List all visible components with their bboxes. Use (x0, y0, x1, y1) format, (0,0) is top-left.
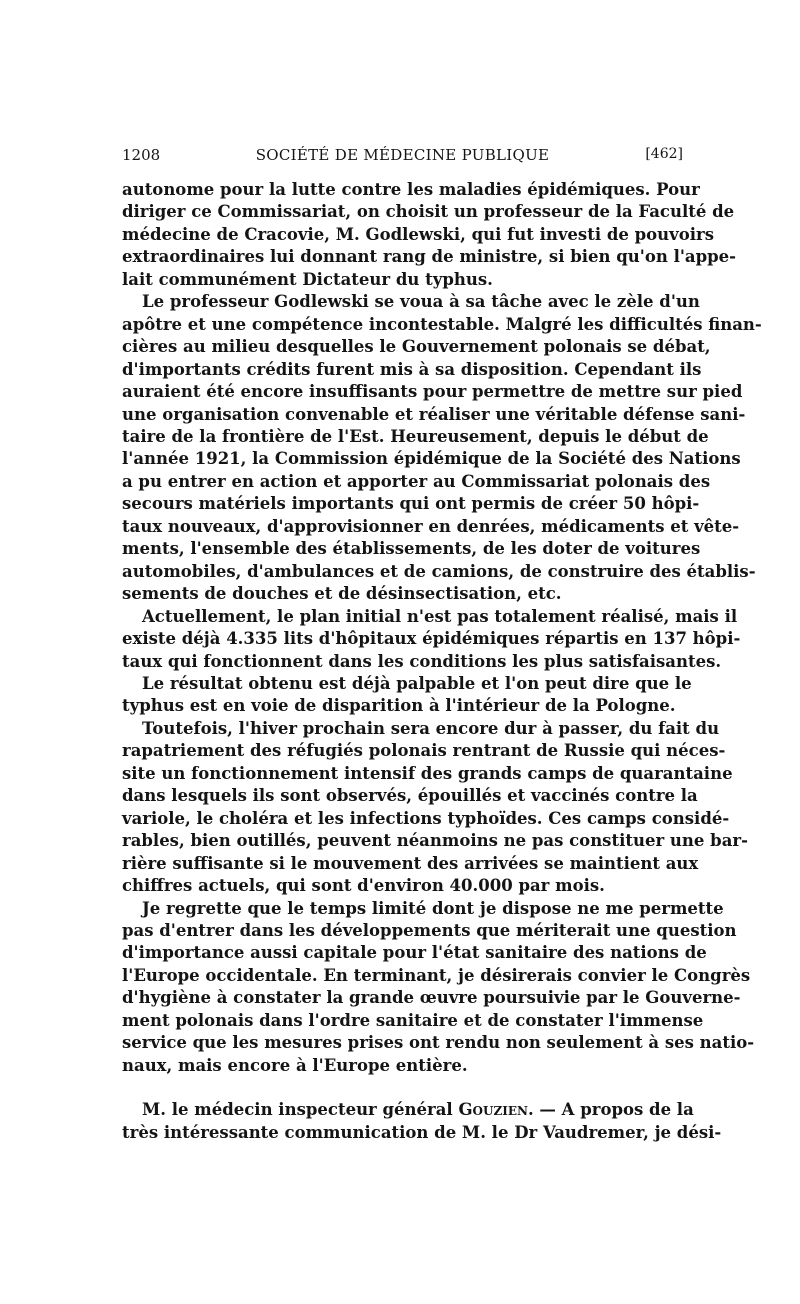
text-line: taire de la frontière de l'Est. Heureusement, depuis le début de (122, 426, 709, 446)
text-line: l'année 1921, la Commission épidémique de la Société des Nations (122, 449, 741, 469)
text-line: d'hygiène à constater la grande œuvre poursuivie par le Gouverne- (122, 988, 741, 1008)
text-line: site un fonctionnement intensif des grands camps de quarantaine (122, 763, 733, 783)
text-line: variole, le choléra et les infections typhoïdes. Ces camps considé- (122, 808, 730, 828)
text-line: autonome pour la lutte contre les maladies épidémiques. Pour (122, 180, 700, 199)
text-line: une organisation convenable et réaliser une véritable défense sani- (122, 404, 746, 424)
text-line: auraient été encore insuffisants pour permettre de mettre sur pied (122, 382, 743, 402)
paragraph-gap (122, 1077, 683, 1099)
text-line: Actuellement, le plan initial n'est pas totalement réalisé, mais il (142, 606, 738, 626)
text-line: ments, l'ensemble des établissements, de les doter de voitures (122, 539, 701, 559)
text-line: cières au milieu desquelles le Gouvernement polonais se débat, (122, 337, 711, 357)
text-line: ment polonais dans l'ordre sanitaire et de constater l'immense (122, 1010, 704, 1030)
text-line: pas d'entrer dans les développements que mériterait une question (122, 920, 737, 940)
text-line: l'Europe occidentale. En terminant, je désirerais convier le Congrès (122, 965, 751, 985)
text-line: rière suffisante si le mouvement des arrivées se maintient aux (122, 853, 699, 873)
text-line: typhus est en voie de disparition à l'intérieur de la Pologne. (122, 696, 676, 716)
text-line: sements de douches et de désinsectisation, etc. (122, 584, 562, 604)
text-line: naux, mais encore à l'Europe entière. (122, 1055, 468, 1075)
speaker-intro: M. le médecin inspecteur général (142, 1100, 459, 1120)
text-line: service que les mesures prises ont rendu non seulement à ses natio- (122, 1033, 755, 1053)
running-title: SOCIÉTÉ DE MÉDECINE PUBLIQUE (255, 146, 550, 164)
text-line: chiffres actuels, qui sont d'environ 40.000 par mois. (122, 876, 605, 896)
text-line: extraordinaires lui donnant rang de ministre, si bien qu'on l'appe- (122, 247, 737, 267)
text-line: automobiles, d'ambulances et de camions, de construire des établis- (122, 561, 756, 581)
text-line: médecine de Cracovie, M. Godlewski, qui fut investi de pouvoirs (122, 224, 715, 244)
text-line: apôtre et une compétence incontestable. Malgré les difficultés finan- (122, 314, 762, 334)
text-line: Toutefois, l'hiver prochain sera encore dur à passer, du fait du (142, 718, 720, 738)
text-line: d'importance aussi capitale pour l'état sanitaire des nations de (122, 943, 707, 963)
speaker-continuation: . — A propos de la (527, 1100, 694, 1120)
text-line: a pu entrer en action et apporter au Commissariat polonais des (122, 471, 711, 491)
text-line: taux nouveaux, d'approvisionner en denrées, médicaments et vête- (122, 516, 740, 536)
text-line: existe déjà 4.335 lits d'hôpitaux épidémiques répartis en 137 hôpi- (122, 629, 741, 649)
speaker-name: Gouzien (458, 1100, 528, 1120)
page-number: 1208 (122, 146, 161, 164)
text-line: dans lesquels ils sont observés, épouillés et vaccinés contre la (122, 786, 698, 806)
speaker-line (122, 1099, 694, 1121)
text-line: lait communément Dictateur du typhus. (122, 269, 493, 289)
text-line: diriger ce Commissariat, on choisit un professeur de la Faculté de (122, 202, 735, 222)
body-text (122, 179, 762, 1144)
text-line: d'importants crédits furent mis à sa disposition. Cependant ils (122, 359, 702, 379)
bracket-reference: [462] (645, 146, 683, 162)
text-line: secours matériels importants qui ont permis de créer 50 hôpi- (122, 494, 700, 514)
text-line: Le professeur Godlewski se voua à sa tâche avec le zèle d'un (142, 292, 700, 312)
text-line: taux qui fonctionnent dans les conditions les plus satisfaisantes. (122, 651, 722, 671)
text-line: rables, bien outillés, peuvent néanmoins ne pas constituer une bar- (122, 831, 748, 851)
text-line: rapatriement des réfugiés polonais rentrant de Russie qui néces- (122, 741, 726, 761)
text-line: très intéressante communication de M. le Dr Vaudremer, je dési- (122, 1122, 722, 1142)
text-line: Je regrette que le temps limité dont je dispose ne me permette (142, 898, 724, 918)
text-line: Le résultat obtenu est déjà palpable et l'on peut dire que le (142, 673, 692, 693)
